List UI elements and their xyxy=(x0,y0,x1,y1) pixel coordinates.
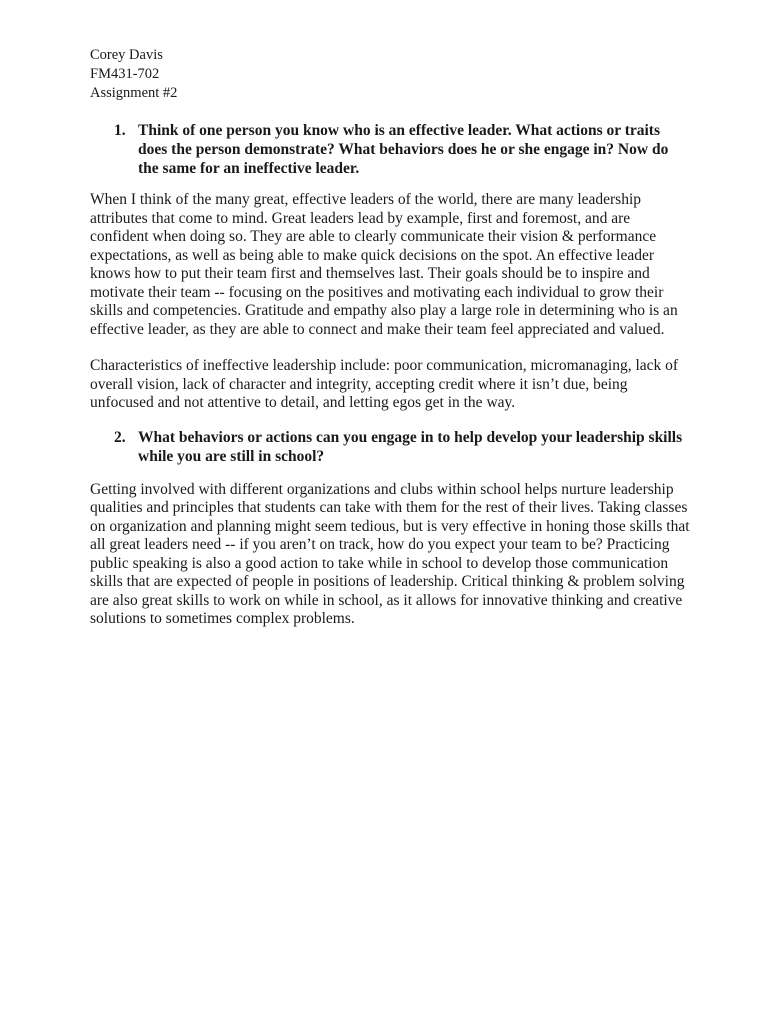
question-number: 2. xyxy=(114,428,126,446)
answer-develop-skills: Getting involved with different organizations and clubs within school helps nurture leadership qualities and principles that students can take with them for the rest of their lives. Taking classes on organization and planning might seem tedious, but is very effective in honing those skills that all great leaders need -- if you aren’t on track, how do you expect your team to be? Practicing public speaking is also a good action to take while in school to develop those communication skills that are expected of people in positions of leadership. Critical thinking & problem solving are also great skills to work on while in school, as it allows for innovative thinking and creative solutions to sometimes complex problems. xyxy=(90,480,690,627)
question-number: 1. xyxy=(114,122,126,139)
answer-ineffective-leader: Characteristics of ineffective leadership include: poor communication, micromanaging, lack of overall vision, lack of character and integrity, accepting credit where it isn’t due, being unfocused and not attentive to detail, and letting egos get in the way. xyxy=(90,357,679,411)
answer-effective-leader: When I think of the many great, effective leaders of the world, there are many leadership attributes that come to mind. Great leaders lead by example, first and foremost, and are confident when doing so. They are able to clearly communicate their vision & performance expectations, as well as being able to make quick decisions on the spot. An effective leader knows how to put their team first and themselves last. Their goals should be to inspire and motivate their team -- focusing on the positives and motivating each individual to grow their skills and competencies. Gratitude and empathy also play a large role in determining who is an effective leader, as they are able to connect and make their team feel appreciated and valued. xyxy=(90,191,678,338)
question-text: Think of one person you know who is an effective leader. What actions or traits does the person demonstrate? What behaviors does he or she engage in? Now do the same for an ineffective leader. xyxy=(138,122,669,177)
course-code: FM431-702 xyxy=(90,66,160,82)
document-page xyxy=(90,46,690,629)
question-2 xyxy=(90,428,690,466)
question-1 xyxy=(90,121,690,178)
question-text: What behaviors or actions can you engage in to help develop your leadership skills while you are still in school? xyxy=(138,428,683,465)
author-name: Corey Davis xyxy=(90,47,163,63)
assignment-title: Assignment #2 xyxy=(90,85,178,101)
